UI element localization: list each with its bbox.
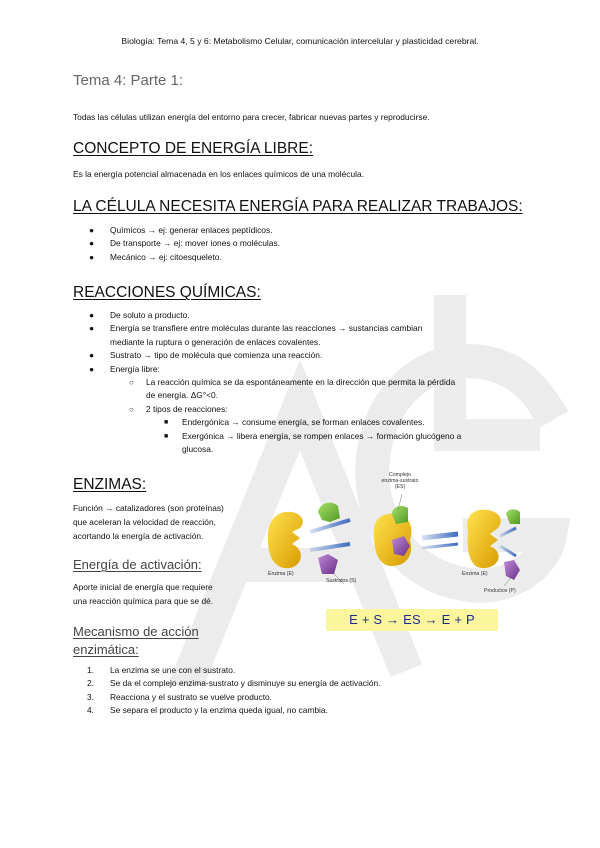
list-item-continuation: mediante la ruptura o generación de enlaces covalentes. xyxy=(110,336,321,347)
list-item: ● De transporte → ej: mover iones o moléculas. xyxy=(89,238,280,249)
enzyme-label: Enzima (E) xyxy=(268,571,294,577)
page-header: Biología: Tema 4, 5 y 6: Metabolismo Celular, comunicación intercelular y plasticidad cerebral. xyxy=(121,36,479,46)
reaction-equation: E + S → ES → E + P xyxy=(326,609,498,631)
heading-reacciones: REACCIONES QUÍMICAS: xyxy=(73,284,261,301)
activacion-text: Aporte inicial de energía que requiere una reacción química para que se dé. xyxy=(73,582,214,606)
arrow-icon xyxy=(422,544,458,548)
substrate-green-shape xyxy=(318,503,340,522)
substrate-purple-shape xyxy=(318,554,338,574)
heading-enzimas: ENZIMAS: xyxy=(73,476,147,493)
list-item: ● Mecánico → ej: citoesqueleto. xyxy=(89,251,222,262)
enzyme-label-right: Enzima (E) xyxy=(462,571,488,577)
mecanismo-list xyxy=(73,664,380,718)
section-title: Tema 4: Parte 1: xyxy=(73,72,184,89)
intro-text: Todas las células utilizan energía del entorno para crecer, fabricar nuevas partes y reproducirse. xyxy=(73,112,430,122)
sub-sub-list-item-continuation: glucosa. xyxy=(182,444,214,455)
heading-trabajos: LA CÉLULA NECESITA ENERGÍA PARA REALIZAR TRABAJOS: xyxy=(73,198,523,215)
sub-sub-list-item: ■ Endergónica → consume energía, se forman enlaces covalentes. xyxy=(164,417,425,428)
arrow-icon xyxy=(500,546,516,556)
list-item: 1. La enzima se une con el sustrato. xyxy=(87,665,236,675)
list-item: ● Energía libre: xyxy=(89,363,160,374)
list-item: 4. Se separa el producto y la enzima queda igual, no cambia. xyxy=(87,705,328,716)
list-item: ● Químicos → ej: generar enlaces peptídicos. xyxy=(89,225,273,235)
arrow-icon xyxy=(422,534,458,538)
energia-libre-text: Es la energía potencial almacenada en los enlaces químicos de una molécula. xyxy=(73,169,364,179)
complex-label: Complejo enzima-sustrato (ES) xyxy=(381,472,419,490)
enzyme-shape xyxy=(467,510,501,569)
sub-list-item-continuation: de energía. ΔG°<0. xyxy=(146,390,219,401)
sub-sub-list-item: ■ Exergónica → libera energía, se rompen enlaces → formación glucógeno a xyxy=(164,430,462,441)
enzyme-mechanism-figure xyxy=(262,470,522,600)
list-item: ● Sustrato → tipo de molécula que comienza una reacción. xyxy=(89,350,323,361)
trabajos-list xyxy=(73,224,280,264)
substrates-label: Sustratos (S) xyxy=(326,578,357,584)
sub-list-item: ○ La reacción química se da espontáneamente en la dirección que permita la pérdida xyxy=(129,377,456,388)
product-green-shape xyxy=(506,509,520,524)
sub-list-item: ○ 2 tipos de reacciones: xyxy=(129,403,228,414)
list-item: 3. Reacciona y el sustrato se vuelve producto. xyxy=(87,691,273,702)
arrow-icon xyxy=(310,544,350,550)
enzyme-shape xyxy=(268,512,303,569)
list-item: ● Energía se transfiere entre moléculas durante las reacciones → sustancias cambian xyxy=(89,323,423,334)
reacciones-list xyxy=(73,309,461,456)
heading-energia-activacion: Energía de activación: xyxy=(73,557,202,572)
products-label: Productos (P) xyxy=(484,588,516,594)
list-item: ● De soluto a producto. xyxy=(89,310,190,320)
heading-energia-libre: CONCEPTO DE ENERGÍA LIBRE: xyxy=(73,140,314,157)
heading-mecanismo: Mecanismo de acción enzimática: xyxy=(73,624,199,657)
arrow-icon xyxy=(500,528,516,536)
enzimas-text: Función → catalizadores (son proteínas) que aceleran la velocidad de reacción, acortando la energía de activación. xyxy=(73,503,224,541)
product-purple-shape xyxy=(504,560,520,580)
list-item: 2. Se da el complejo enzima-sustrato y disminuye su energía de activación. xyxy=(87,678,381,689)
